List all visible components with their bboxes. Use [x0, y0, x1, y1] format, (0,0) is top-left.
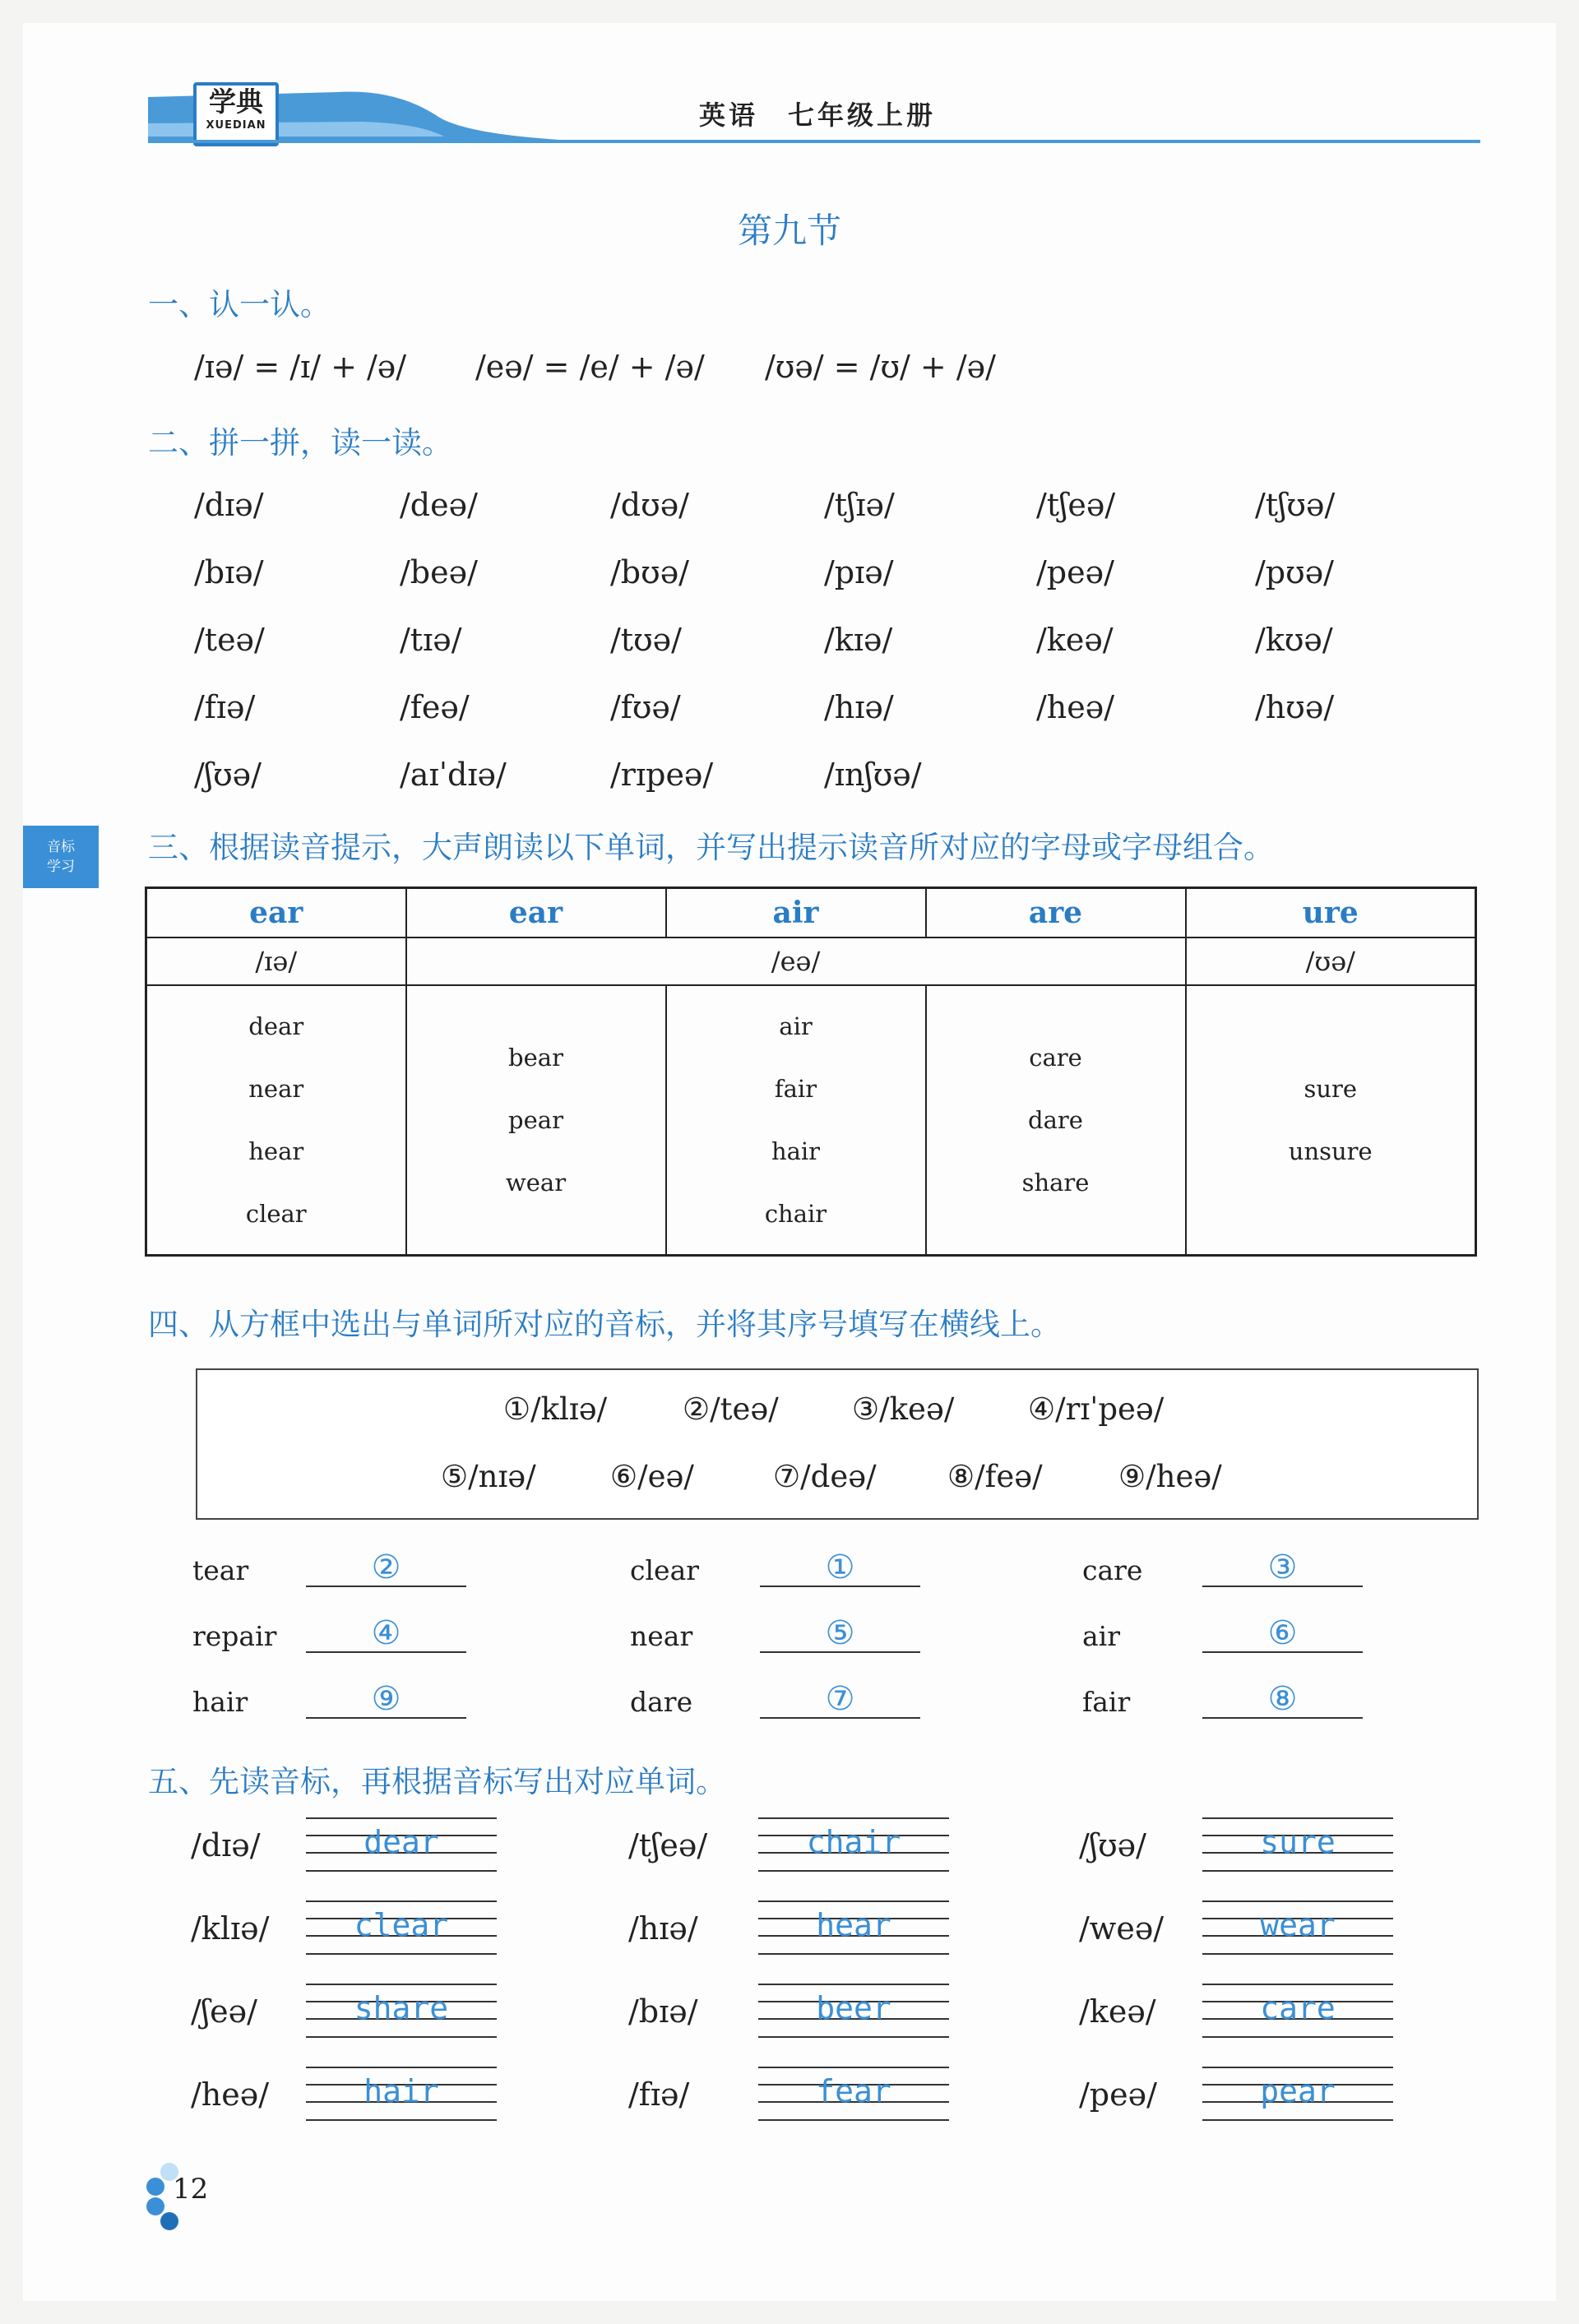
- table-header: ure: [1186, 888, 1476, 938]
- writing-lines: [306, 2067, 497, 2121]
- write-ipa: /keə/: [1079, 1993, 1156, 2030]
- s2-ipa-item: /tɪə/: [400, 622, 462, 658]
- handwritten-word: dear: [363, 1824, 439, 1860]
- s2-ipa-item: /dʊə/: [610, 487, 689, 523]
- write-ipa: /dɪə/: [191, 1827, 261, 1863]
- table-header: ear: [406, 888, 666, 938]
- option-number: ③: [852, 1391, 880, 1427]
- option-item: [683, 1391, 779, 1427]
- decor-dot: [146, 2197, 164, 2215]
- table-header: air: [666, 888, 926, 938]
- table-words-col2: [406, 985, 666, 1256]
- fill-word: dare: [630, 1686, 693, 1718]
- s2-ipa-item: /dɪə/: [194, 487, 264, 523]
- s2-ipa-item: /aɪˈdɪə/: [400, 757, 507, 793]
- writing-lines: [1202, 1817, 1393, 1872]
- s2-ipa-item: /kɪə/: [824, 622, 893, 658]
- s2-ipa-item: /peə/: [1036, 554, 1114, 590]
- book-title: 英语 七年级上册: [699, 100, 937, 131]
- decor-dot: [160, 2212, 178, 2230]
- table-words-col1: [146, 985, 406, 1256]
- options-box: [196, 1368, 1479, 1520]
- writing-lines: [758, 1900, 949, 1955]
- fill-word: care: [1082, 1554, 1143, 1586]
- writing-lines: [306, 1984, 497, 2038]
- fill-word: repair: [192, 1620, 277, 1652]
- s2-ipa-item: /tʊə/: [610, 622, 682, 658]
- writing-lines: [306, 1817, 497, 1872]
- s2-ipa-item: /fɪə/: [194, 689, 256, 725]
- s2-ipa-item: /beə/: [400, 554, 478, 590]
- s2-ipa-item: /hɪə/: [824, 689, 894, 725]
- table-word: unsure: [1288, 1137, 1373, 1165]
- write-ipa: /weə/: [1079, 1910, 1165, 1947]
- phonics-table: [145, 887, 1477, 1257]
- handwritten-word: pear: [1260, 2073, 1336, 2109]
- table-word: hair: [771, 1137, 821, 1165]
- table-ipa: /ʊə/: [1186, 937, 1476, 985]
- s2-ipa-item: /tʃeə/: [1036, 487, 1116, 523]
- table-word: dare: [1028, 1106, 1083, 1134]
- fill-word: fair: [1082, 1686, 1131, 1718]
- option-ipa: /rɪˈpeə/: [1055, 1391, 1165, 1427]
- table-words-col4: [926, 985, 1186, 1256]
- table-word: sure: [1303, 1075, 1358, 1103]
- side-tab-line1: 音标: [47, 839, 75, 855]
- section-5-heading: 五、先读音标，再根据音标写出对应单词。: [148, 1764, 726, 1799]
- s2-ipa-item: /feə/: [400, 689, 470, 725]
- option-item: [441, 1459, 536, 1494]
- s2-ipa-item: /deə/: [400, 487, 478, 523]
- handwritten-word: beer: [816, 1990, 891, 2026]
- s2-ipa-item: /bʊə/: [610, 554, 689, 590]
- option-item: [773, 1459, 877, 1494]
- handwritten-word: sure: [1260, 1824, 1336, 1860]
- table-ipa: /eə/: [406, 937, 1186, 985]
- fill-word: near: [630, 1620, 693, 1652]
- page-title: 第九节: [737, 211, 841, 251]
- option-ipa: /feə/: [975, 1459, 1043, 1494]
- table-word: air: [779, 1012, 813, 1040]
- option-number: ⑥: [610, 1459, 638, 1494]
- option-number: ①: [503, 1391, 531, 1427]
- option-number: ④: [1028, 1391, 1056, 1427]
- header-rule: [148, 140, 1480, 143]
- option-ipa: /nɪə/: [468, 1459, 536, 1494]
- option-item: [503, 1391, 607, 1427]
- write-ipa: /heə/: [191, 2076, 270, 2113]
- option-item: [610, 1459, 694, 1494]
- logo-cn: 学典: [209, 86, 263, 118]
- option-number: ⑨: [1118, 1459, 1146, 1494]
- fill-word: clear: [630, 1554, 700, 1586]
- fill-word: tear: [192, 1554, 249, 1586]
- section-2-heading: 二、拼一拼，读一读。: [148, 425, 452, 461]
- option-ipa: /teə/: [710, 1391, 779, 1427]
- handwritten-word: hear: [816, 1907, 891, 1943]
- s2-ipa-item: /pɪə/: [824, 554, 894, 590]
- option-item: [852, 1391, 954, 1427]
- table-word: care: [1029, 1044, 1082, 1072]
- handwritten-word: care: [1260, 1990, 1336, 2026]
- write-ipa: /ʃʊə/: [1079, 1827, 1146, 1863]
- write-ipa: /bɪə/: [628, 1993, 698, 2030]
- handwritten-word: chair: [806, 1824, 901, 1860]
- fill-answer: ⑦: [760, 1681, 920, 1719]
- fill-answer: ⑧: [1202, 1681, 1363, 1719]
- write-ipa: /klɪə/: [191, 1910, 270, 1947]
- s2-ipa-item: /kʊə/: [1255, 622, 1333, 658]
- option-ipa: /eə/: [637, 1459, 694, 1494]
- option-number: ⑦: [773, 1459, 801, 1494]
- s2-ipa-item: /tʃʊə/: [1255, 487, 1336, 523]
- table-word: pear: [508, 1106, 563, 1134]
- option-number: ⑤: [441, 1459, 469, 1494]
- table-header: ear: [146, 888, 406, 938]
- table-word: bear: [508, 1044, 563, 1072]
- writing-lines: [1202, 1900, 1393, 1955]
- s1-item: /eə/ = /e/ + /ə/: [475, 349, 705, 385]
- write-ipa: /tʃeə/: [628, 1827, 708, 1863]
- s2-ipa-item: /ʃʊə/: [194, 757, 262, 793]
- write-ipa: /peə/: [1079, 2076, 1157, 2113]
- option-ipa: /klɪə/: [530, 1391, 608, 1427]
- table-header: are: [926, 888, 1186, 938]
- option-ipa: /keə/: [879, 1391, 955, 1427]
- writing-lines: [758, 1817, 949, 1872]
- option-number: ⑧: [947, 1459, 975, 1494]
- decor-dot: [146, 2178, 164, 2196]
- fill-word: hair: [192, 1686, 248, 1718]
- table-word: clear: [245, 1200, 307, 1228]
- fill-answer: ③: [1202, 1549, 1363, 1587]
- s2-ipa-item: /pʊə/: [1255, 554, 1334, 590]
- s1-item: /ɪə/ = /ɪ/ + /ə/: [194, 349, 407, 385]
- writing-lines: [1202, 2067, 1393, 2121]
- s2-ipa-item: /rɪpeə/: [610, 757, 714, 793]
- s1-item: /ʊə/ = /ʊ/ + /ə/: [765, 349, 996, 385]
- fill-answer: ⑥: [1202, 1615, 1363, 1653]
- option-ipa: /heə/: [1146, 1459, 1222, 1494]
- table-words-col5: [1186, 985, 1476, 1256]
- fill-answer: ④: [306, 1615, 466, 1653]
- option-item: [1118, 1459, 1222, 1494]
- table-word: chair: [764, 1200, 827, 1228]
- logo-en: XUEDIAN: [206, 119, 266, 132]
- s2-ipa-item: /hʊə/: [1255, 689, 1335, 725]
- handwritten-word: fear: [816, 2073, 891, 2109]
- option-item: [947, 1459, 1043, 1494]
- handwritten-word: clear: [354, 1907, 449, 1943]
- fill-answer: ②: [306, 1549, 466, 1587]
- s2-ipa-item: /heə/: [1036, 689, 1115, 725]
- table-ipa: /ɪə/: [146, 937, 406, 985]
- publisher-logo: [148, 82, 395, 146]
- page-number: 12: [173, 2173, 209, 2206]
- table-word: wear: [505, 1169, 567, 1197]
- option-item: [1028, 1391, 1164, 1427]
- writing-lines: [758, 2067, 949, 2121]
- table-word: near: [248, 1075, 304, 1103]
- handwritten-word: share: [354, 1990, 449, 2026]
- s2-ipa-item: /keə/: [1036, 622, 1114, 658]
- s2-ipa-item: /ɪnʃʊə/: [824, 757, 922, 793]
- table-word: share: [1021, 1169, 1090, 1197]
- side-tab-line2: 学习: [47, 859, 75, 875]
- table-word: dear: [248, 1012, 304, 1040]
- s2-ipa-item: /teə/: [194, 622, 265, 658]
- write-ipa: /ʃeə/: [191, 1993, 257, 2030]
- fill-answer: ⑤: [760, 1615, 920, 1653]
- handwritten-word: hair: [363, 2073, 439, 2109]
- writing-lines: [758, 1984, 949, 2038]
- fill-answer: ⑨: [306, 1681, 466, 1719]
- s2-ipa-item: /tʃɪə/: [824, 487, 895, 523]
- table-word: fair: [774, 1075, 817, 1103]
- write-ipa: /fɪə/: [628, 2076, 690, 2113]
- section-1-heading: 一、认一认。: [148, 287, 331, 322]
- side-tab: [23, 826, 99, 888]
- s2-ipa-item: /bɪə/: [194, 554, 264, 590]
- table-words-col3: [666, 985, 926, 1256]
- option-number: ②: [683, 1391, 711, 1427]
- write-ipa: /hɪə/: [628, 1910, 698, 1947]
- handwritten-word: wear: [1260, 1907, 1336, 1943]
- section-3-heading: 三、根据读音提示，大声朗读以下单词，并写出提示读音所对应的字母或字母组合。: [148, 830, 1274, 865]
- option-ipa: /deə/: [800, 1459, 877, 1494]
- s2-ipa-item: /fʊə/: [610, 689, 681, 725]
- fill-word: air: [1082, 1620, 1121, 1652]
- section-4-heading: 四、从方框中选出与单词所对应的音标，并将其序号填写在横线上。: [148, 1307, 1061, 1342]
- fill-answer: ①: [760, 1549, 920, 1587]
- table-word: hear: [248, 1137, 304, 1165]
- writing-lines: [1202, 1984, 1393, 2038]
- writing-lines: [306, 1900, 497, 1955]
